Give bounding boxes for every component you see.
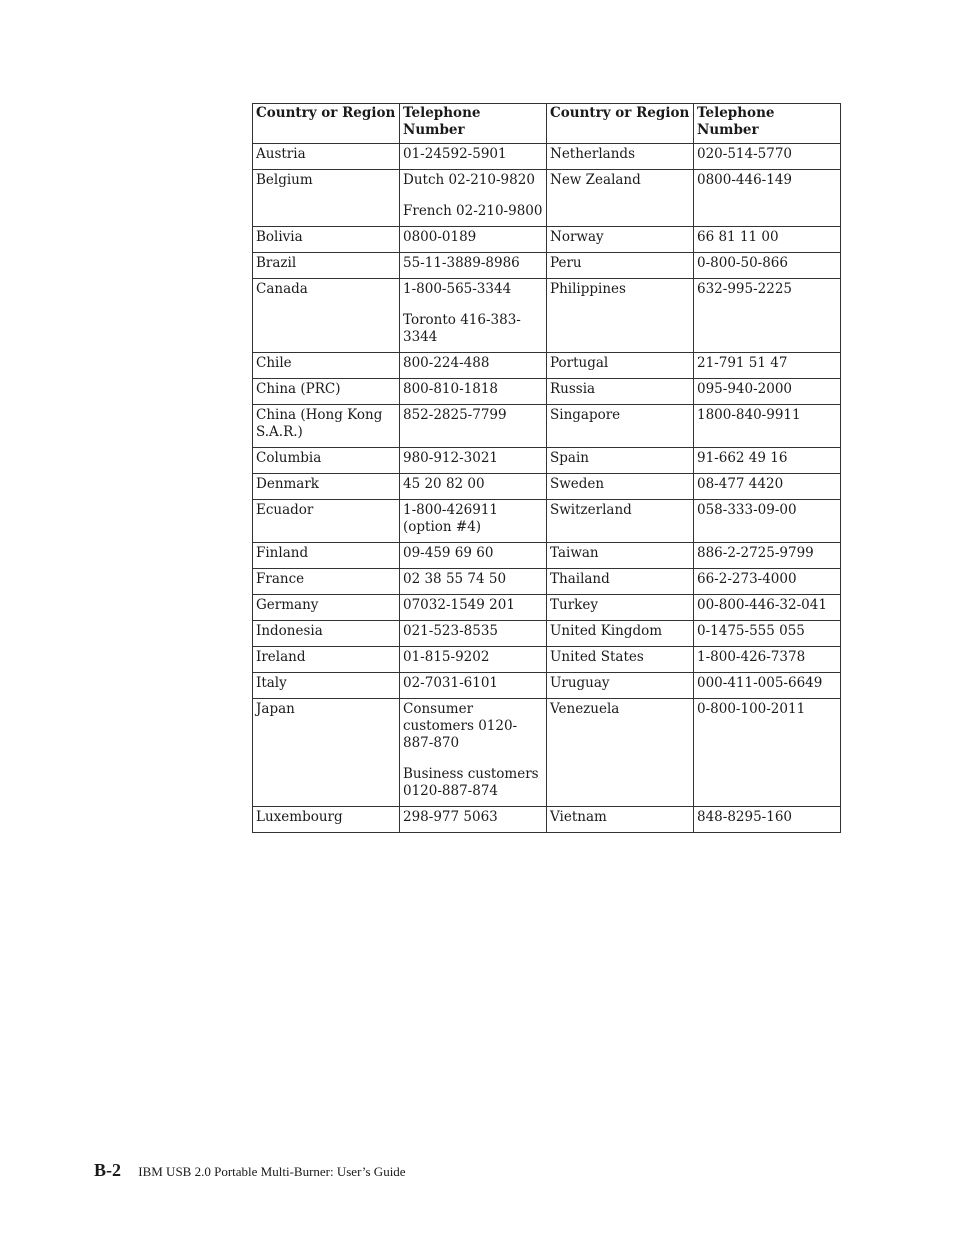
- country-cell: [253, 448, 400, 474]
- cell-line: Portugal: [550, 355, 609, 371]
- phone-cell: [694, 279, 841, 353]
- phone-cell: [694, 474, 841, 500]
- cell-line: Consumer customers 0120-887-870: [403, 701, 518, 751]
- table-row: [253, 170, 841, 227]
- cell-line: 1-800-426911 (option #4): [403, 502, 499, 535]
- country-cell: [547, 474, 694, 500]
- country-cell: [547, 595, 694, 621]
- cell-line: 66 81 11 00: [697, 229, 779, 245]
- phone-cell: [400, 647, 547, 673]
- country-cell: [547, 379, 694, 405]
- telephone-table: [252, 103, 841, 833]
- cell-line: Singapore: [550, 407, 621, 423]
- country-cell: [547, 279, 694, 353]
- table-row: [253, 500, 841, 543]
- cell-line: 00-800-446-32-041: [697, 597, 827, 613]
- country-cell: [547, 807, 694, 833]
- country-cell: [253, 673, 400, 699]
- country-cell: [253, 379, 400, 405]
- cell-line: 02-7031-6101: [403, 675, 499, 691]
- phone-cell: [694, 647, 841, 673]
- cell-line: 91-662 49 16: [697, 450, 788, 466]
- page-number: B-2: [94, 1160, 121, 1180]
- cell-line: 01-24592-5901: [403, 146, 507, 162]
- header-country-1: Country or Region: [253, 104, 400, 144]
- cell-line: Peru: [550, 255, 582, 271]
- header-country-2: Country or Region: [547, 104, 694, 144]
- table-row: [253, 279, 841, 353]
- phone-cell: [400, 569, 547, 595]
- table-row: [253, 474, 841, 500]
- country-cell: [547, 569, 694, 595]
- cell-line: Venezuela: [550, 701, 620, 717]
- country-cell: [547, 500, 694, 543]
- phone-cell: [694, 253, 841, 279]
- table-row: [253, 353, 841, 379]
- cell-line: 07032-1549 201: [403, 597, 515, 613]
- phone-cell: [400, 474, 547, 500]
- cell-line: Ecuador: [256, 502, 314, 518]
- country-cell: [253, 405, 400, 448]
- header-phone-2: Telephone Number: [694, 104, 841, 144]
- table-row: [253, 673, 841, 699]
- country-cell: [547, 621, 694, 647]
- cell-line: 848-8295-160: [697, 809, 793, 825]
- phone-cell: [400, 227, 547, 253]
- table-row: [253, 595, 841, 621]
- cell-line: 09-459 69 60: [403, 545, 494, 561]
- country-cell: [547, 673, 694, 699]
- phone-cell: [400, 543, 547, 569]
- cell-line: 852-2825-7799: [403, 407, 507, 423]
- phone-cell: [694, 673, 841, 699]
- country-cell: [547, 543, 694, 569]
- cell-line: 0-800-100-2011: [697, 701, 806, 717]
- cell-line: Netherlands: [550, 146, 635, 162]
- cell-line: 01-815-9202: [403, 649, 490, 665]
- cell-line: Philippines: [550, 281, 626, 297]
- country-cell: [253, 647, 400, 673]
- phone-cell: [400, 379, 547, 405]
- cell-line: New Zealand: [550, 172, 641, 188]
- cell-line: 08-477 4420: [697, 476, 784, 492]
- phone-cell: [694, 543, 841, 569]
- cell-line: France: [256, 571, 305, 587]
- phone-cell: [694, 448, 841, 474]
- cell-line: French 02-210-9800: [403, 203, 543, 219]
- cell-line: Italy: [256, 675, 287, 691]
- phone-cell: [694, 353, 841, 379]
- cell-line: 66-2-273-4000: [697, 571, 797, 587]
- phone-cell: [400, 595, 547, 621]
- cell-line: 886-2-2725-9799: [697, 545, 814, 561]
- cell-line: 55-11-3889-8986: [403, 255, 520, 271]
- phone-cell: [694, 379, 841, 405]
- phone-cell: [400, 353, 547, 379]
- header-phone-1: Telephone Number: [400, 104, 547, 144]
- phone-cell: [400, 621, 547, 647]
- table-row: [253, 543, 841, 569]
- table-row: [253, 379, 841, 405]
- cell-line: 0-1475-555 055: [697, 623, 805, 639]
- cell-line: Japan: [256, 701, 295, 717]
- cell-line: Vietnam: [550, 809, 607, 825]
- cell-line: Indonesia: [256, 623, 323, 639]
- phone-cell: [400, 279, 547, 353]
- table-row: [253, 405, 841, 448]
- country-cell: [253, 253, 400, 279]
- cell-line: United States: [550, 649, 644, 665]
- country-cell: [253, 621, 400, 647]
- phone-cell: [694, 807, 841, 833]
- cell-line: Taiwan: [550, 545, 599, 561]
- phone-cell: [400, 807, 547, 833]
- book-title: IBM USB 2.0 Portable Multi-Burner: User’s Guide: [138, 1164, 406, 1179]
- phone-cell: [400, 673, 547, 699]
- phone-cell: [400, 448, 547, 474]
- phone-cell: [400, 405, 547, 448]
- cell-line: 0800-446-149: [697, 172, 793, 188]
- cell-line: Columbia: [256, 450, 322, 466]
- country-cell: [253, 144, 400, 170]
- cell-line: Uruguay: [550, 675, 610, 691]
- phone-cell: [694, 569, 841, 595]
- cell-line: China (PRC): [256, 381, 341, 397]
- cell-line: Chile: [256, 355, 292, 371]
- cell-line: Brazil: [256, 255, 297, 271]
- country-cell: [253, 170, 400, 227]
- country-cell: [547, 227, 694, 253]
- cell-line: 1-800-565-3344: [403, 281, 512, 297]
- cell-line: 1800-840-9911: [697, 407, 801, 423]
- cell-line: 21-791 51 47: [697, 355, 788, 371]
- country-cell: [253, 569, 400, 595]
- cell-line: Bolivia: [256, 229, 303, 245]
- cell-line: 45 20 82 00: [403, 476, 485, 492]
- cell-line: Denmark: [256, 476, 319, 492]
- country-cell: [253, 699, 400, 807]
- cell-line: Toronto 416-383-3344: [403, 312, 521, 345]
- country-cell: [547, 448, 694, 474]
- cell-line: Switzerland: [550, 502, 632, 518]
- phone-cell: [694, 699, 841, 807]
- cell-line: 0-800-50-866: [697, 255, 788, 271]
- cell-line: 0800-0189: [403, 229, 477, 245]
- cell-line: Business customers 0120-887-874: [403, 766, 539, 799]
- country-cell: [547, 405, 694, 448]
- cell-line: Thailand: [550, 571, 610, 587]
- cell-line: 020-514-5770: [697, 146, 793, 162]
- page-footer: [94, 1160, 406, 1181]
- table-row: [253, 227, 841, 253]
- country-cell: [253, 279, 400, 353]
- country-cell: [253, 474, 400, 500]
- table-row: [253, 569, 841, 595]
- table-row: [253, 807, 841, 833]
- table-body: [253, 144, 841, 833]
- cell-line: Luxembourg: [256, 809, 343, 825]
- country-cell: [547, 647, 694, 673]
- phone-cell: [694, 170, 841, 227]
- phone-cell: [694, 621, 841, 647]
- cell-line: 632-995-2225: [697, 281, 793, 297]
- cell-line: Belgium: [256, 172, 313, 188]
- country-cell: [253, 500, 400, 543]
- cell-line: 980-912-3021: [403, 450, 499, 466]
- country-cell: [253, 595, 400, 621]
- cell-line: 02 38 55 74 50: [403, 571, 507, 587]
- phone-cell: [694, 405, 841, 448]
- phone-cell: [694, 595, 841, 621]
- phone-cell: [694, 500, 841, 543]
- country-cell: [547, 170, 694, 227]
- country-cell: [547, 144, 694, 170]
- cell-line: Spain: [550, 450, 589, 466]
- phone-cell: [694, 144, 841, 170]
- cell-line: Finland: [256, 545, 309, 561]
- cell-line: 021-523-8535: [403, 623, 499, 639]
- phone-cell: [400, 699, 547, 807]
- country-cell: [253, 807, 400, 833]
- cell-line: 095-940-2000: [697, 381, 793, 397]
- table-row: [253, 621, 841, 647]
- cell-line: Canada: [256, 281, 308, 297]
- cell-line: China (Hong Kong S.A.R.): [256, 407, 383, 440]
- table-row: [253, 448, 841, 474]
- cell-line: Norway: [550, 229, 604, 245]
- cell-line: 000-411-005-6649: [697, 675, 823, 691]
- cell-line: 058-333-09-00: [697, 502, 797, 518]
- country-cell: [253, 227, 400, 253]
- cell-line: Austria: [256, 146, 306, 162]
- cell-line: 298-977 5063: [403, 809, 498, 825]
- country-cell: [547, 253, 694, 279]
- country-cell: [547, 353, 694, 379]
- cell-line: Sweden: [550, 476, 605, 492]
- country-cell: [547, 699, 694, 807]
- phone-cell: [400, 500, 547, 543]
- phone-cell: [694, 227, 841, 253]
- cell-line: Ireland: [256, 649, 306, 665]
- cell-line: 800-810-1818: [403, 381, 499, 397]
- table-header-row: [253, 104, 841, 144]
- cell-line: 800-224-488: [403, 355, 490, 371]
- table-row: [253, 647, 841, 673]
- cell-line: United Kingdom: [550, 623, 663, 639]
- cell-line: Turkey: [550, 597, 598, 613]
- country-cell: [253, 353, 400, 379]
- country-cell: [253, 543, 400, 569]
- cell-line: Germany: [256, 597, 319, 613]
- cell-line: Dutch 02-210-9820: [403, 172, 535, 188]
- table-row: [253, 253, 841, 279]
- phone-cell: [400, 170, 547, 227]
- table-row: [253, 144, 841, 170]
- cell-line: 1-800-426-7378: [697, 649, 806, 665]
- phone-cell: [400, 253, 547, 279]
- cell-line: Russia: [550, 381, 596, 397]
- table-row: [253, 699, 841, 807]
- phone-cell: [400, 144, 547, 170]
